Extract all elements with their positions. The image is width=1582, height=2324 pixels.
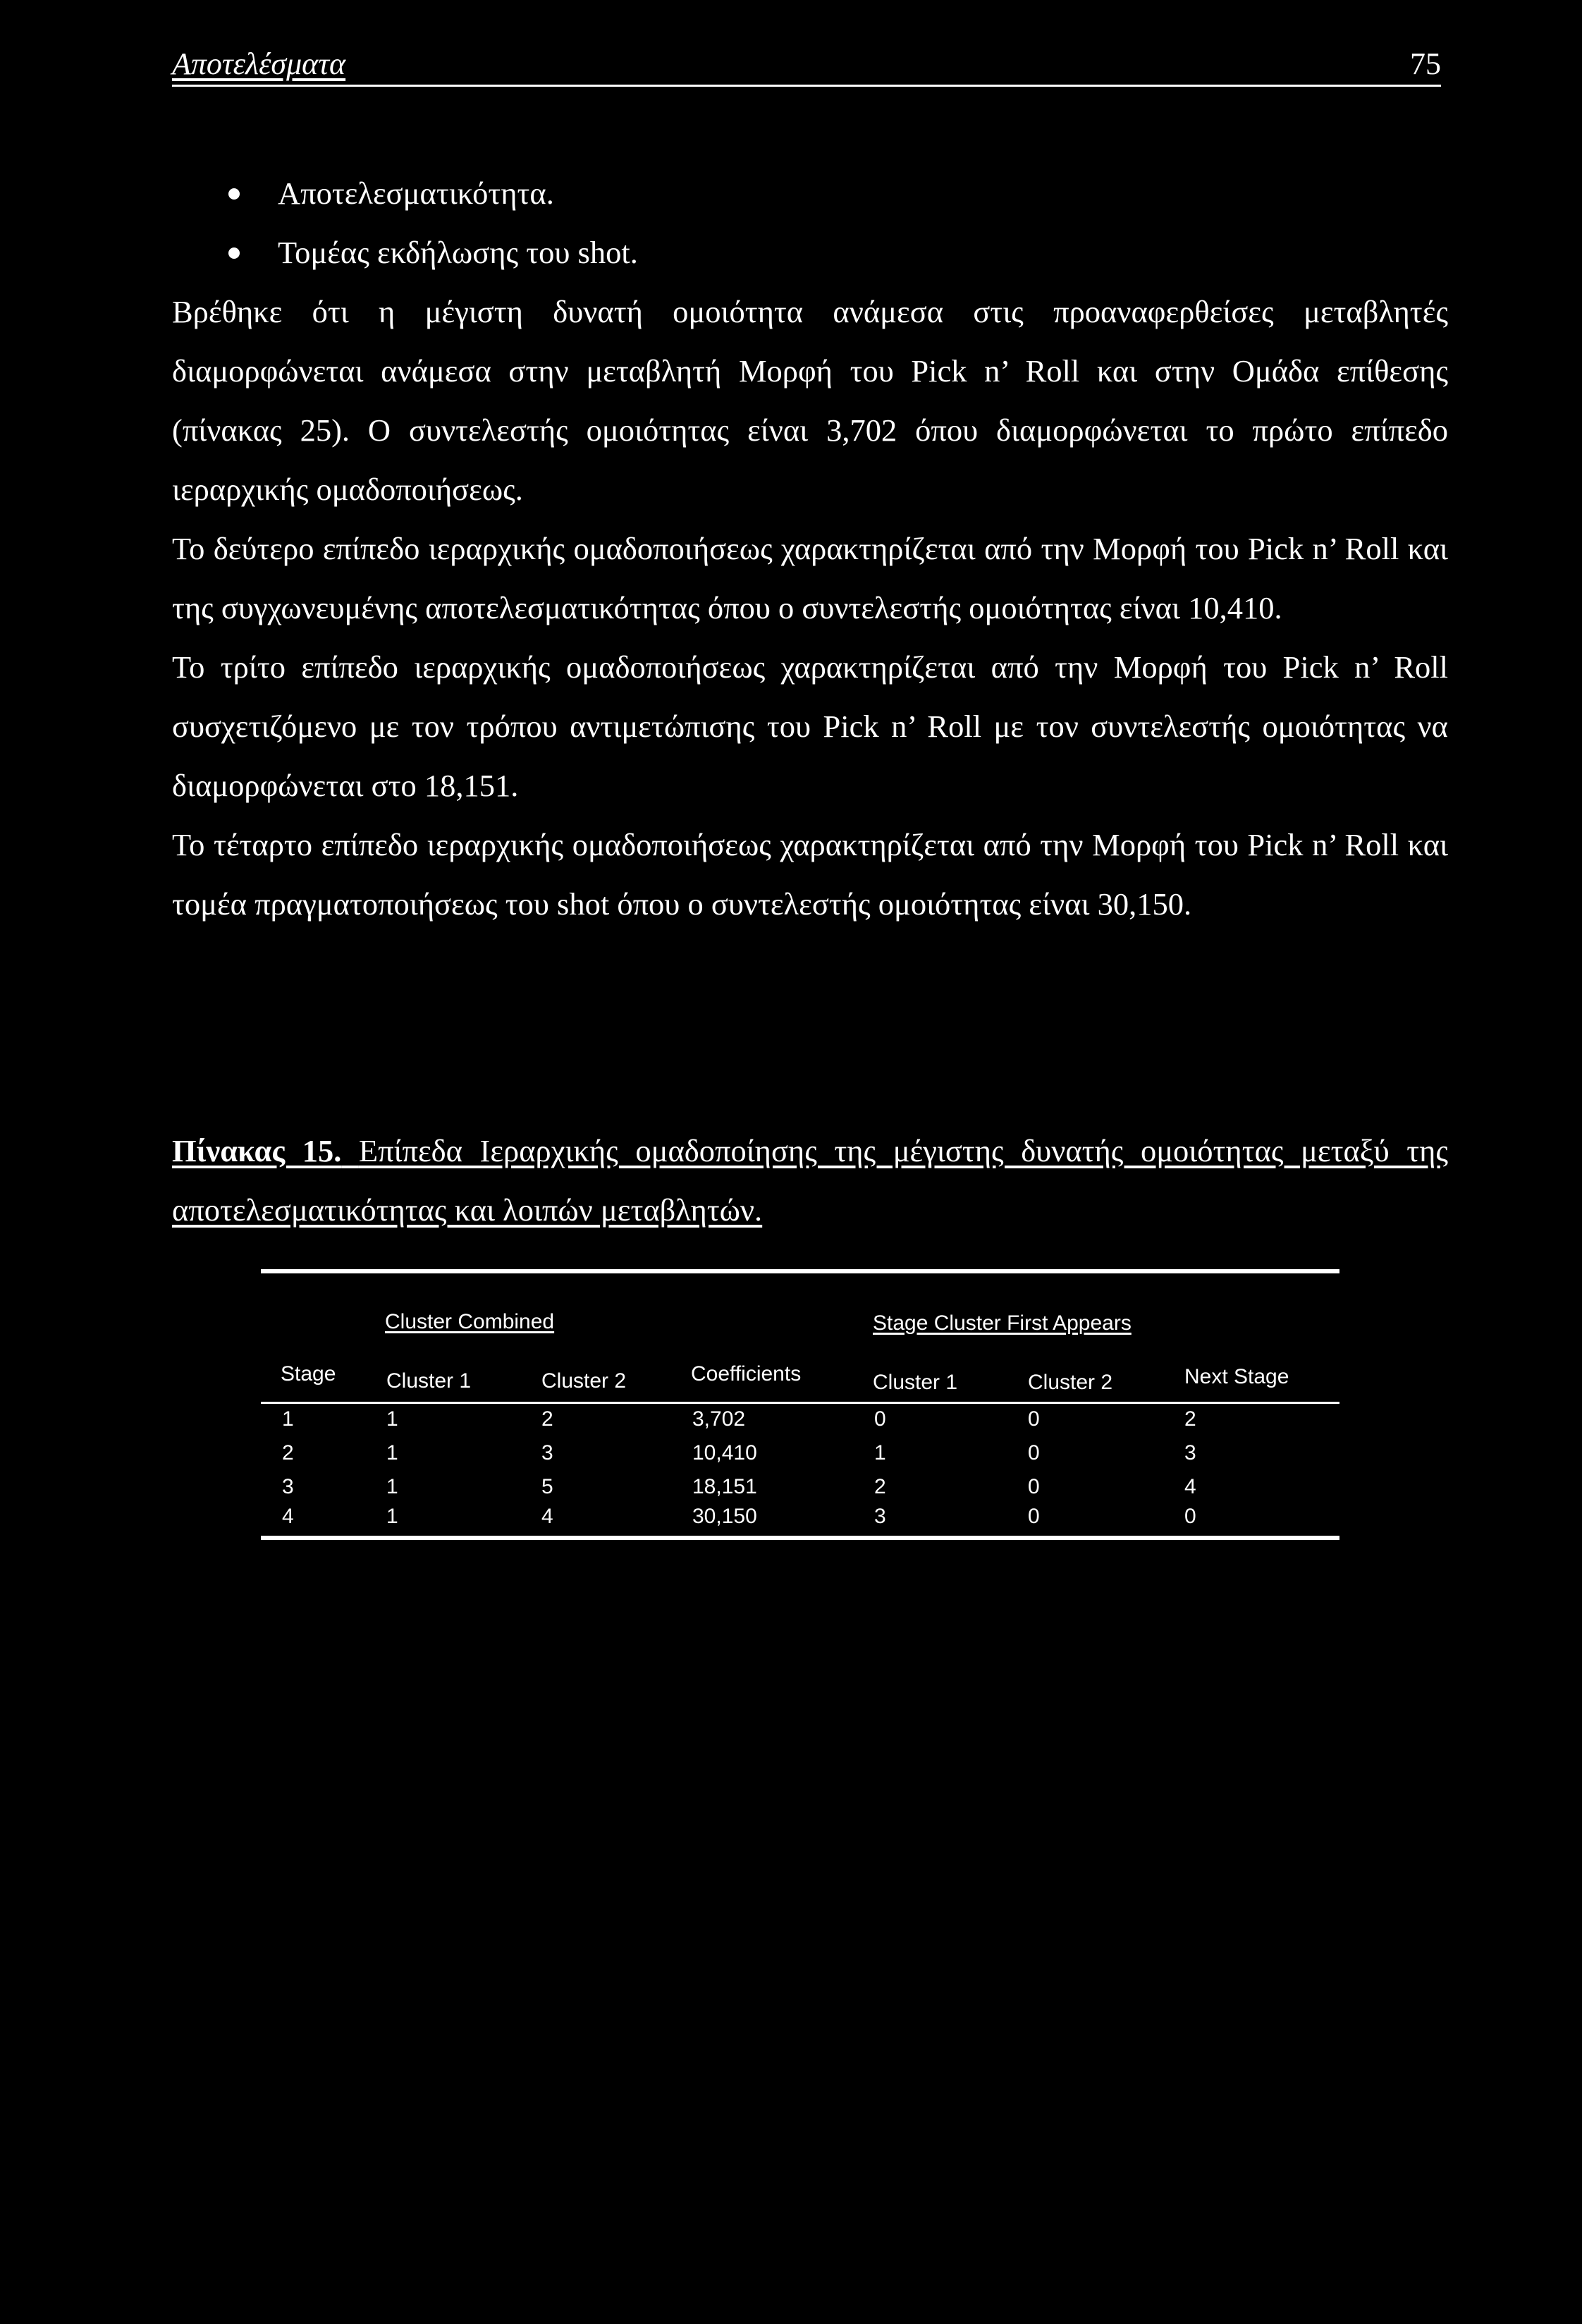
group-header-cluster-combined: Cluster Combined	[385, 1310, 555, 1333]
table-cell: 5	[541, 1475, 553, 1498]
paragraph: Το τρίτο επίπεδο ιεραρχικής ομαδοποιήσεως χαρακτηρίζεται από την Μορφή του Pick n’ Roll συσχετιζόμενο με τον τρόπου αντιμετώπισης του Pick n’ Roll με τον συντελεστής ομοιότητας να διαμορφώνεται στο 18,151.	[172, 649, 1448, 803]
running-head	[172, 42, 1441, 87]
table-header-rule	[261, 1402, 1339, 1404]
body-text	[172, 164, 1448, 934]
table-cell: 3	[874, 1505, 886, 1528]
table-cell: 0	[1184, 1505, 1196, 1528]
group-header-stage-cluster-first-appears: Stage Cluster First Appears	[873, 1311, 1132, 1335]
section-title: Αποτελέσματα	[172, 47, 346, 81]
table-cell: 1	[386, 1441, 398, 1464]
table-cell: 0	[1028, 1475, 1040, 1498]
bullet-list	[172, 164, 1448, 282]
table-cell: 1	[386, 1505, 398, 1528]
table-cell: 1	[874, 1441, 886, 1464]
table-cell: 1	[386, 1407, 398, 1431]
table-cell: 2	[1184, 1407, 1196, 1431]
column-header: Cluster 2	[541, 1369, 627, 1393]
table-cell: 3	[282, 1475, 294, 1498]
table-cell: 3,702	[692, 1407, 746, 1431]
table-cell: 0	[1028, 1505, 1040, 1528]
column-header: Coefficients	[691, 1362, 802, 1386]
table-cell: 0	[1028, 1407, 1040, 1431]
column-header: Cluster 1	[386, 1369, 472, 1393]
paragraph: Το δεύτερο επίπεδο ιεραρχικής ομαδοποιήσεως χαρακτηρίζεται από την Μορφή του Pick n’ Roll και της συγχωνευμένης αποτελεσματικότητας όπου ο συντελεστής ομοιότητας είναι 10,410.	[172, 531, 1448, 625]
table-cell: 10,410	[692, 1441, 757, 1464]
table-cell: 4	[282, 1505, 294, 1528]
table-cell: 18,151	[692, 1475, 757, 1498]
table-cell: 0	[1028, 1441, 1040, 1464]
table-caption	[172, 1121, 1448, 1240]
column-header: Cluster 2	[1028, 1371, 1113, 1394]
paragraph: Το τέταρτο επίπεδο ιεραρχικής ομαδοποιήσεως χαρακτηρίζεται από την Μορφή του Pick n’ Roll και τομέα πραγματοποιήσεως του shot όπου ο συντελεστής ομοιότητας είναι 30,150.	[172, 827, 1448, 922]
table-cell: 1	[386, 1475, 398, 1498]
agglomeration-table	[261, 1269, 1339, 1544]
column-header: Cluster 1	[873, 1371, 958, 1394]
table-cell: 4	[1184, 1475, 1196, 1498]
bullet-item: Αποτελεσματικότητα.	[172, 164, 1448, 223]
column-header: Stage	[281, 1362, 336, 1386]
bullet-item: Τομέας εκδήλωσης του shot.	[172, 223, 1448, 282]
table-cell: 3	[1184, 1441, 1196, 1464]
table-cell: 2	[874, 1475, 886, 1498]
table-cell: 4	[541, 1505, 553, 1528]
table-caption-label: Πίνακας 15.	[172, 1133, 342, 1168]
table-caption-text: Επίπεδα Ιεραρχικής ομαδοποίησης της μέγιστης δυνατής ομοιότητας μεταξύ της αποτελεσματικότητας και λοιπών μεταβλητών.	[172, 1133, 1448, 1228]
page-number: 75	[1410, 47, 1441, 81]
table-bottom-rule	[261, 1536, 1339, 1540]
column-header: Next Stage	[1184, 1365, 1289, 1388]
table-cell: 0	[874, 1407, 886, 1431]
paragraph: Βρέθηκε ότι η μέγιστη δυνατή ομοιότητα ανάμεσα στις προαναφερθείσες μεταβλητές διαμορφώνεται ανάμεσα στην μεταβλητή Μορφή του Pick n’ Roll και στην Ομάδα επίθεσης (πίνακας 25). Ο συντελεστής ομοιότητας είναι 3,702 όπου διαμορφώνεται το πρώτο επίπεδο ιεραρχικής ομαδοποιήσεως.	[172, 294, 1448, 507]
table-cell: 2	[541, 1407, 553, 1431]
table-top-rule	[261, 1269, 1339, 1273]
table-cell: 1	[282, 1407, 294, 1431]
table-cell: 2	[282, 1441, 294, 1464]
table-cell: 30,150	[692, 1505, 757, 1528]
table-cell: 3	[541, 1441, 553, 1464]
